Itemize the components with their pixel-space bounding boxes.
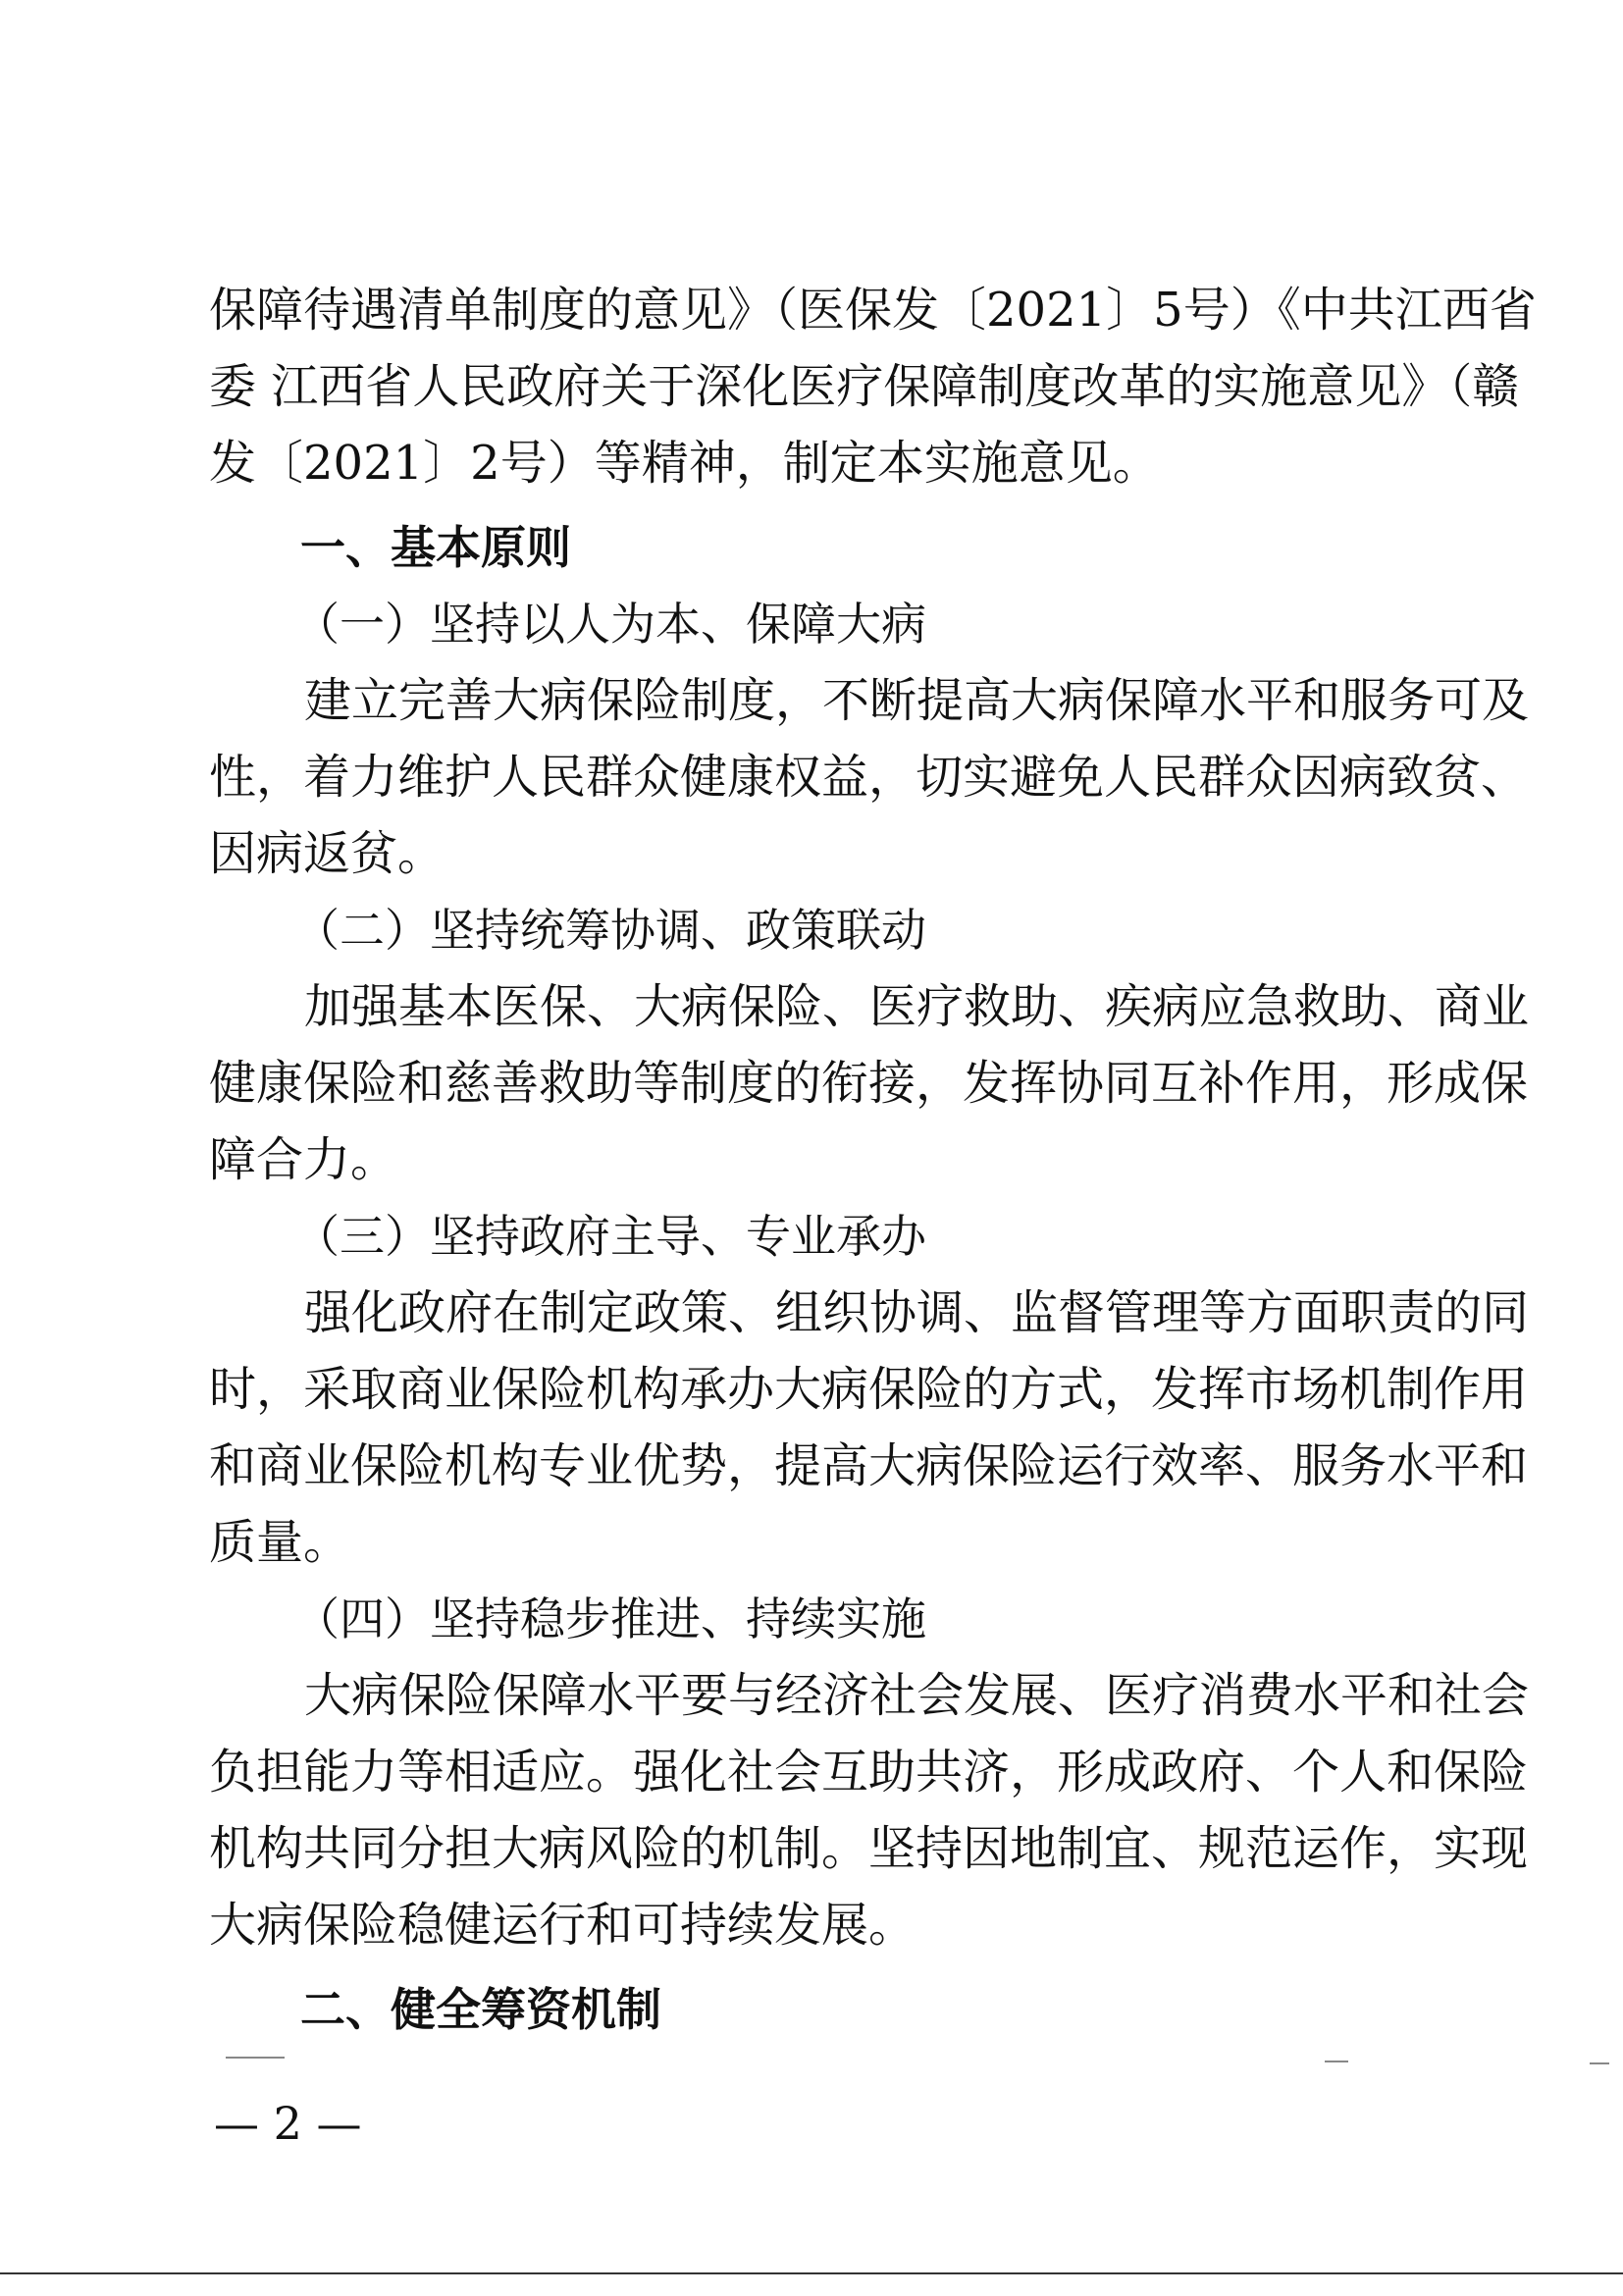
scan-bottom-edge — [0, 2272, 1623, 2274]
subsection-3-line-2: 时，采取商业保险机构承办大病保险的方式，发挥市场机制作用 — [209, 1362, 1529, 1417]
section-2-heading: 二、健全筹资机制 — [300, 1983, 661, 2036]
subsection-3-line-1: 强化政府在制定政策、组织协调、监督管理等方面职责的同 — [304, 1285, 1530, 1340]
subsection-4-line-4: 大病保险稳健运行和可持续发展。 — [209, 1898, 916, 1953]
subsection-4-line-3: 机构共同分担大病风险的机制。坚持因地制宜、规范运作，实现 — [209, 1821, 1529, 1876]
subsection-1-line-1: 建立完善大病保险制度，不断提高大病保障水平和服务可及 — [304, 673, 1530, 728]
subsection-2-line-3: 障合力。 — [209, 1132, 398, 1187]
intro-line-1: 保障待遇清单制度的意见》（医保发〔2021〕5号）《中共江西省 — [209, 283, 1537, 338]
intro-line-3: 发〔2021〕2号）等精神，制定本实施意见。 — [209, 436, 1160, 491]
subsection-1-line-3: 因病返贫。 — [209, 826, 445, 881]
scan-speck — [226, 2057, 285, 2059]
subsection-1-heading: （一）坚持以人为本、保障大病 — [294, 598, 926, 651]
scan-speck — [1590, 2062, 1609, 2064]
subsection-4-line-1: 大病保险保障水平要与经济社会发展、医疗消费水平和社会 — [304, 1668, 1530, 1723]
subsection-2-line-2: 健康保险和慈善救助等制度的衔接，发挥协同互补作用，形成保 — [209, 1056, 1529, 1111]
subsection-4-heading: （四）坚持稳步推进、持续实施 — [294, 1592, 926, 1645]
intro-line-2: 委 江西省人民政府关于深化医疗保障制度改革的实施意见》（赣 — [209, 359, 1520, 414]
scan-speck — [1325, 2061, 1348, 2062]
subsection-1-line-2: 性，着力维护人民群众健康权益，切实避免人民群众因病致贫、 — [209, 750, 1529, 805]
subsection-2-heading: （二）坚持统筹协调、政策联动 — [294, 904, 926, 957]
subsection-2-line-1: 加强基本医保、大病保险、医疗救助、疾病应急救助、商业 — [304, 979, 1530, 1034]
section-1-heading: 一、基本原则 — [300, 521, 571, 574]
subsection-3-line-3: 和商业保险机构专业优势，提高大病保险运行效率、服务水平和 — [209, 1438, 1529, 1493]
subsection-4-line-2: 负担能力等相适应。强化社会互助共济，形成政府、个人和保险 — [209, 1745, 1529, 1800]
subsection-3-line-4: 质量。 — [209, 1515, 351, 1570]
page-number: — 2 — — [214, 2097, 362, 2150]
subsection-3-heading: （三）坚持政府主导、专业承办 — [294, 1210, 926, 1263]
